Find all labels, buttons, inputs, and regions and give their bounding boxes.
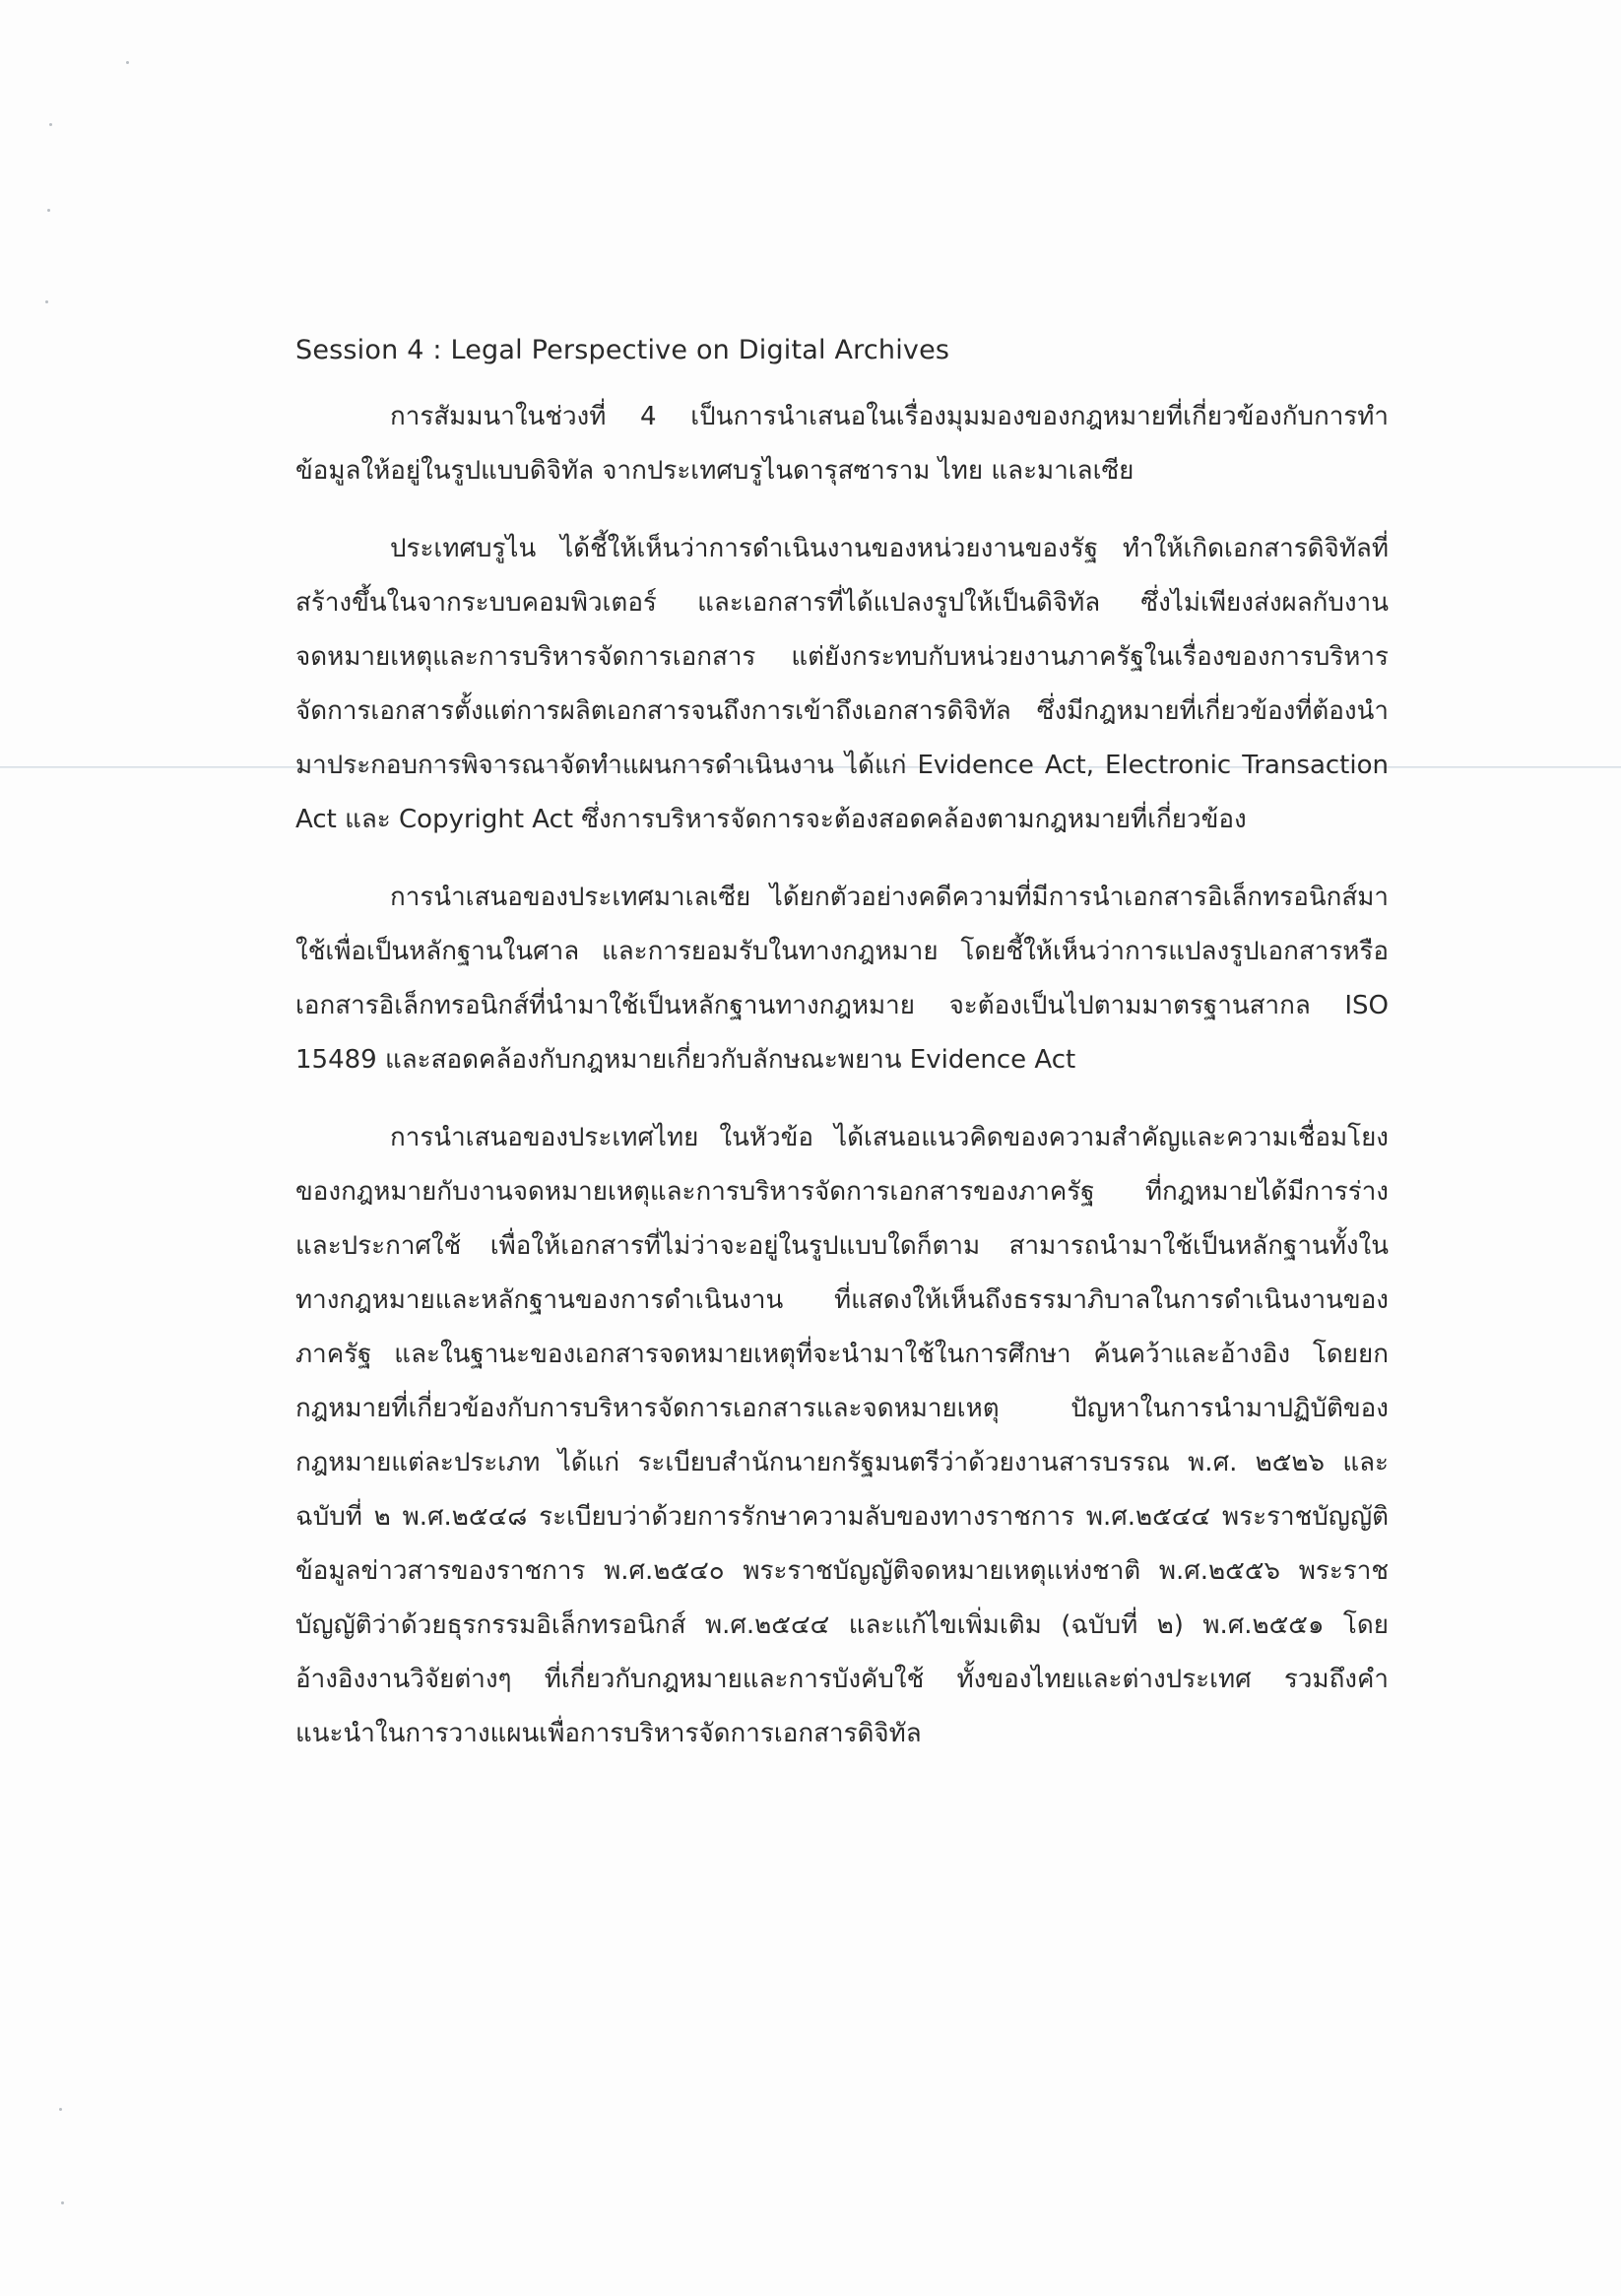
paragraph-intro: การสัมมนาในช่วงที่ 4 เป็นการนำเสนอในเรื่องมุมมองของกฎหมายที่เกี่ยวข้องกับการทำข้อมูลให้อยู่ในรูปแบบดิจิทัล จากประเทศบรูไนดารุสซาราม ไทย และมาเลเซีย [295,402,1389,486]
scan-speck [47,209,50,212]
section-title: Session 4 : Legal Perspective on Digital Archives [295,335,950,365]
paragraph-thailand: การนำเสนอของประเทศไทย ในหัวข้อ ได้เสนอแนวคิดของความสำคัญและความเชื่อมโยงของกฎหมายกับงานจดหมายเหตุและการบริหารจัดการเอกสารของภาครัฐ ที่กฎหมายได้มีการร่างและประกาศใช้ เพื่อให้เอกสารที่ไม่ว่าจะอยู่ในรูปแบบใดก็ตาม สามารถนำมาใช้เป็นหลักฐานทั้งในทางกฎหมายและหลักฐานของการดำเนินงาน ที่แสดงให้เห็นถึงธรรมาภิบาลในการดำเนินงานของภาครัฐ และในฐานะของเอกสารจดหมายเหตุที่จะนำมาใช้ในการศึกษา ค้นคว้าและอ้างอิง โดยยกกฎหมายที่เกี่ยวข้องกับการบริหารจัดการเอกสารและจดหมายเหตุ ปัญหาในการนำมาปฏิบัติของกฎหมายแต่ละประเภท ได้แก่ ระเบียบสำนักนายกรัฐมนตรีว่าด้วยงานสารบรรณ พ.ศ. ๒๕๒๖ และฉบับที่ ๒ พ.ศ.๒๕๔๘ ระเบียบว่าด้วยการรักษาความลับของทางราชการ พ.ศ.๒๕๔๔ พระราชบัญญัติข้อมูลข่าวสารของราชการ พ.ศ.๒๕๔๐ พระราชบัญญัติจดหมายเหตุแห่งชาติ พ.ศ.๒๕๕๖ พระราชบัญญัติว่าด้วยธุรกรรมอิเล็กทรอนิกส์ พ.ศ.๒๕๔๔ และแก้ไขเพิ่มเติม (ฉบับที่ ๒) พ.ศ.๒๕๕๑ โดยอ้างอิงงานวิจัยต่างๆ ที่เกี่ยวกับกฎหมายและการบังคับใช้ ทั้งของไทยและต่างประเทศ รวมถึงคำแนะนำในการวางแผนเพื่อการบริหารจัดการเอกสารดิจิทัล [295,1123,1389,1748]
document-body [295,325,1389,1785]
scan-speck [49,123,52,126]
scan-speck [126,61,129,64]
scan-speck [45,300,48,303]
paragraph-malaysia: การนำเสนอของประเทศมาเลเซีย ได้ยกตัวอย่างคดีความที่มีการนำเอกสารอิเล็กทรอนิกส์มาใช้เพื่อเป็นหลักฐานในศาล และการยอมรับในทางกฎหมาย โดยชี้ให้เห็นว่าการแปลงรูปเอกสารหรือเอกสารอิเล็กทรอนิกส์ที่นำมาใช้เป็นหลักฐานทางกฎหมาย จะต้องเป็นไปตามมาตรฐานสากล ISO 15489 และสอดคล้องกับกฎหมายเกี่ยวกับลักษณะพยาน Evidence Act [295,883,1389,1075]
scan-speck [61,2201,64,2204]
paragraph-brunei: ประเทศบรูไน ได้ชี้ให้เห็นว่าการดำเนินงานของหน่วยงานของรัฐ ทำให้เกิดเอกสารดิจิทัลที่สร้างขึ้นในจากระบบคอมพิวเตอร์ และเอกสารที่ได้แปลงรูปให้เป็นดิจิทัล ซึ่งไม่เพียงส่งผลกับงานจดหมายเหตุและการบริหารจัดการเอกสาร แต่ยังกระทบกับหน่วยงานภาครัฐในเรื่องของการบริหารจัดการเอกสารตั้งแต่การผลิตเอกสารจนถึงการเข้าถึงเอกสารดิจิทัล ซึ่งมีกฎหมายที่เกี่ยวข้องที่ต้องนำมาประกอบการพิจารณาจัดทำแผนการดำเนินงาน ได้แก่ Evidence Act, Electronic Transaction Act และ Copyright Act ซึ่งการบริหารจัดการจะต้องสอดคล้องตามกฎหมายที่เกี่ยวข้อง [295,534,1389,834]
scan-speck [59,2108,62,2111]
